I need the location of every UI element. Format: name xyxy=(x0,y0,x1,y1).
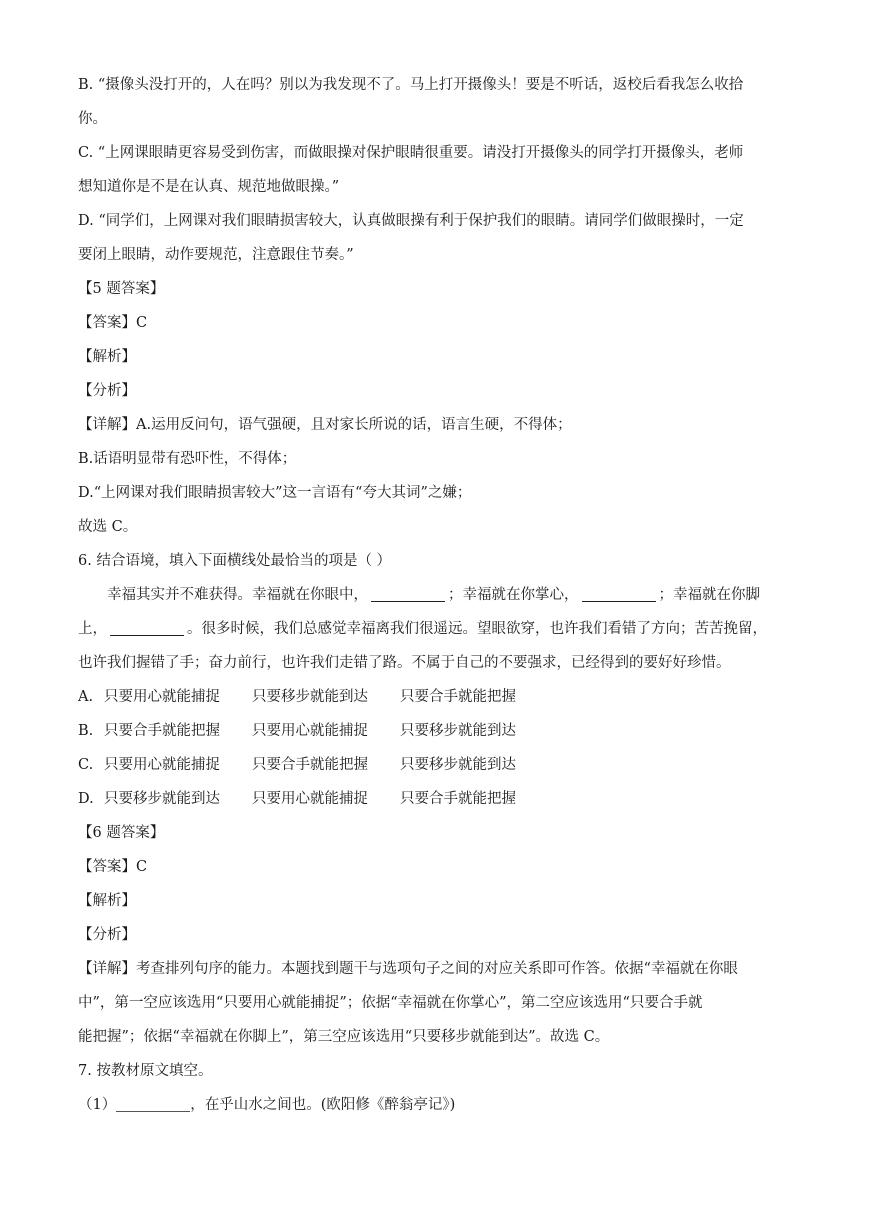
q5-option-c-line2: 想知道你是不是在认真、规范地做眼操。” xyxy=(78,179,340,195)
q7-stem: 7. 按教材原文填空。 xyxy=(78,1063,213,1079)
option-letter: D. xyxy=(78,791,94,807)
q6-passage-line3: 也许我们握错了手；奋力前行，也许我们走错了路。不属于自己的不要强求，已经得到的要好好珍惜。 xyxy=(78,655,731,671)
option-item: 只要移步就能到达 xyxy=(104,791,220,807)
q6-passage-text: 幸福其实并不难获得。幸福就在你眼中， xyxy=(107,587,368,603)
option-item: 只要合手就能把握 xyxy=(252,757,368,773)
blank-line-2 xyxy=(582,583,656,602)
option-item: 只要合手就能把握 xyxy=(400,791,516,807)
option-letter: A. xyxy=(78,689,94,705)
q6-answer: 【答案】C xyxy=(78,859,148,875)
option-item: 只要用心就能捕捉 xyxy=(104,757,220,773)
q6-option-d xyxy=(78,782,790,816)
q5-fenxi: 【分析】 xyxy=(78,383,136,399)
option-item: 只要合手就能把握 xyxy=(400,689,516,705)
q5-detail-4: 故选 C。 xyxy=(78,519,138,535)
blank-line-1 xyxy=(371,583,445,602)
q6-option-a xyxy=(78,680,790,714)
q6-passage-line1 xyxy=(78,578,790,612)
q5-jiexi: 【解析】 xyxy=(78,349,136,365)
q6-option-c xyxy=(78,748,790,782)
option-item: 只要用心就能捕捉 xyxy=(104,689,220,705)
q5-option-b-line1: B. “摄像头没打开的，人在吗？别以为我发现不了。马上打开摄像头！要是不听话，返校后看我怎么收拾 xyxy=(78,77,744,93)
q6-jiexi: 【解析】 xyxy=(78,893,136,909)
q6-detail-2: 中”，第一空应该选用“只要用心就能捕捉”；依据“幸福就在你掌心”，第二空应该选用“只要合手就 xyxy=(78,995,703,1011)
blank-line-3 xyxy=(110,617,184,636)
q6-answer-header: 【6 题答案】 xyxy=(78,825,165,841)
q6-passage-line2 xyxy=(78,612,790,646)
q5-answer: 【答案】C xyxy=(78,315,148,331)
q6-stem: 6. 结合语境，填入下面横线处最恰当的项是（ ） xyxy=(78,553,392,569)
document-page xyxy=(78,68,790,1122)
blank-line-q7 xyxy=(116,1093,190,1112)
option-letter: C. xyxy=(78,757,94,773)
q5-option-d-line2: 要闭上眼睛，动作要规范，注意跟住节奏。” xyxy=(78,247,354,263)
q6-option-b xyxy=(78,714,790,748)
q6-detail-3: 能把握”；依据“幸福就在你脚上”，第三空应该选用“只要移步就能到达”。故选 C。 xyxy=(78,1029,610,1045)
q6-fenxi: 【分析】 xyxy=(78,927,136,943)
option-item: 只要用心就能捕捉 xyxy=(252,791,368,807)
q7-item-number: （1） xyxy=(78,1097,117,1113)
q5-option-d-line1: D. “同学们，上网课对我们眼睛损害较大，认真做眼操有利于保护我们的眼睛。请同学们做眼操时，一定 xyxy=(78,213,744,229)
option-item: 只要合手就能把握 xyxy=(104,723,220,739)
q5-answer-header: 【5 题答案】 xyxy=(78,281,165,297)
q7-item-1 xyxy=(78,1088,790,1122)
option-item: 只要移步就能到达 xyxy=(400,723,516,739)
q6-passage-text: 上， xyxy=(78,621,107,637)
option-item: 只要用心就能捕捉 xyxy=(252,723,368,739)
q7-item-text: ，在乎山水之间也。(欧阳修《醉翁亭记》) xyxy=(190,1097,456,1113)
option-item: 只要移步就能到达 xyxy=(252,689,368,705)
q5-option-b-line2: 你。 xyxy=(78,111,107,127)
q6-passage-text: ；幸福就在你掌心， xyxy=(448,587,579,603)
q6-passage-text: 。很多时候，我们总感觉幸福离我们很遥远。望眼欲穿，也许我们看错了方向；苦苦挽留， xyxy=(187,621,767,637)
q5-detail-3: D.“上网课对我们眼睛损害较大”这一言语有“夸大其词”之嫌； xyxy=(78,485,472,501)
q5-detail-1: 【详解】A.运用反问句，语气强硬，且对家长所说的话，语言生硬，不得体； xyxy=(78,417,572,433)
q6-detail-1: 【详解】考查排列句序的能力。本题找到题干与选项句子之间的对应关系即可作答。依据“幸福就在你眼 xyxy=(78,961,738,977)
option-letter: B. xyxy=(78,723,94,739)
q5-option-c-line1: C. “上网课眼睛更容易受到伤害，而做眼操对保护眼睛很重要。请没打开摄像头的同学打开摄像头，老师 xyxy=(78,145,744,161)
q6-passage-text: ；幸福就在你脚 xyxy=(658,587,760,603)
option-item: 只要移步就能到达 xyxy=(400,757,516,773)
q5-detail-2: B.话语明显带有恐吓性，不得体； xyxy=(78,451,297,467)
